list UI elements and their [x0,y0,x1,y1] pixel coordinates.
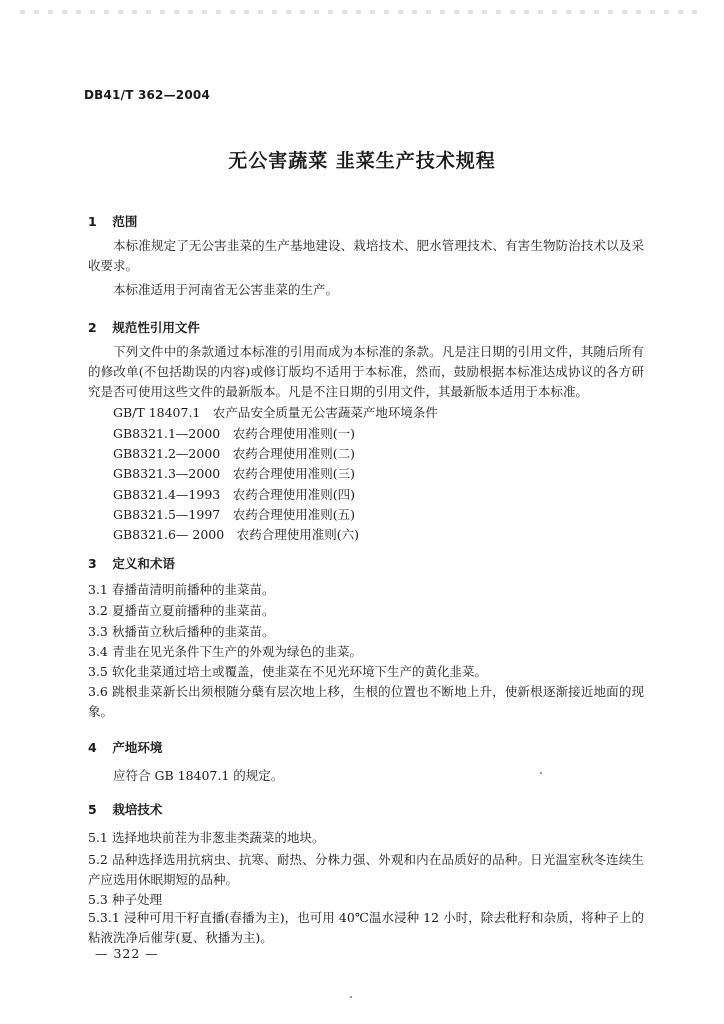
section-heading-4 [88,738,162,756]
definition-item [88,601,644,621]
clause-item [88,890,644,910]
item-text: 青韭在见光条件下生产的外观为绿色的韭菜。 [112,644,363,659]
item-text: 秋播苗立秋后播种的韭菜苗。 [112,624,275,639]
scan-speck [350,996,352,998]
paragraph: 本标准规定了无公害韭菜的生产基地建设、栽培技术、肥水管理技术、有害生物防治技术以及采收要求。 [88,238,644,273]
item-text: 种子处理 [112,892,163,907]
item-text: 软化韭菜通过培土或覆盖，使韭菜在不见光环境下生产的黄化韭菜。 [112,664,488,679]
reference-item: GB8321.3—2000 农药合理使用准则(三) [113,466,355,481]
definition-item [88,642,644,662]
section-number: 1 [88,214,97,229]
section-number: 4 [88,740,97,755]
item-number: 5.1 [88,830,108,845]
section-number: 2 [88,320,97,335]
definition-item [88,622,644,642]
section-heading-5 [88,800,162,818]
section-number: 5 [88,802,97,817]
section-heading-1 [88,212,137,230]
item-number: 3.2 [88,603,108,618]
definition-item [88,580,644,600]
item-number: 3.5 [88,664,108,679]
section-title: 栽培技术 [112,802,163,817]
section-heading-2 [88,318,200,336]
scan-artifact [20,10,704,14]
definition-item [88,682,644,722]
page-number: — 322 — [95,946,159,961]
section-title: 产地环境 [112,740,163,755]
clause-item [88,850,644,890]
item-text: 跳根韭菜新长出须根随分蘖有层次地上移，生根的位置也不断地上升，使新根逐渐接近地面的现象。 [88,684,644,719]
clause-item [88,908,644,948]
reference-item: GB8321.5—1997 农药合理使用准则(五) [113,507,355,522]
reference-item: GB8321.4—1993 农药合理使用准则(四) [113,487,355,502]
document-title: 无公害蔬菜 韭菜生产技术规程 [228,150,496,172]
reference-item: GB8321.1—2000 农药合理使用准则(一) [113,426,355,441]
section-heading-3 [88,554,175,572]
item-number: 5.3 [88,892,108,907]
reference-item: GB/T 18407.1 农产品安全质量无公害蔬菜产地环境条件 [113,405,438,420]
item-text: 浸种可用干籽直播(春播为主)，也可用 40℃温水浸种 12 小时，除去秕籽和杂质，将种子上的粘液洗净后催芽(夏、秋播为主)。 [88,910,644,945]
item-number: 3.1 [88,582,108,597]
item-number: 5.3.1 [88,910,120,925]
item-number: 3.6 [88,684,108,699]
paragraph: 下列文件中的条款通过本标准的引用而成为本标准的条款。凡是注日期的引用文件，其随后所有的修改单(不包括勘误的内容)或修订版均不适用于本标准，然而，鼓励根据本标准达成协议的各方研究是否可使用这些文件的最新版本。凡是不注日期的引用文件，其最新版本适用于本标准。 [88,344,644,399]
standard-code: DB41/T 362—2004 [84,88,210,102]
section-number: 3 [88,556,97,571]
item-number: 3.3 [88,624,108,639]
item-text: 品种选择选用抗病虫、抗寒、耐热、分株力强、外观和内在品质好的品种。日光温室秋冬连续生产应选用休眠期短的品种。 [88,852,644,887]
clause-item [88,828,644,848]
section-title: 定义和术语 [112,556,175,571]
scan-speck [540,772,542,774]
section-title: 规范性引用文件 [112,320,200,335]
paragraph: 应符合 GB 18407.1 的规定。 [113,768,284,783]
paragraph: 本标准适用于河南省无公害韭菜的生产。 [113,282,339,297]
item-text: 春播苗清明前播种的韭菜苗。 [112,582,275,597]
reference-item: GB8321.2—2000 农药合理使用准则(二) [113,446,355,461]
section-title: 范围 [112,214,138,229]
item-text: 夏播苗立夏前播种的韭菜苗。 [112,603,275,618]
item-number: 5.2 [88,852,108,867]
item-number: 3.4 [88,644,108,659]
item-text: 选择地块前茬为非葱韭类蔬菜的地块。 [112,830,325,845]
definition-item [88,662,644,682]
reference-item: GB8321.6— 2000 农药合理使用准则(六) [113,527,359,542]
